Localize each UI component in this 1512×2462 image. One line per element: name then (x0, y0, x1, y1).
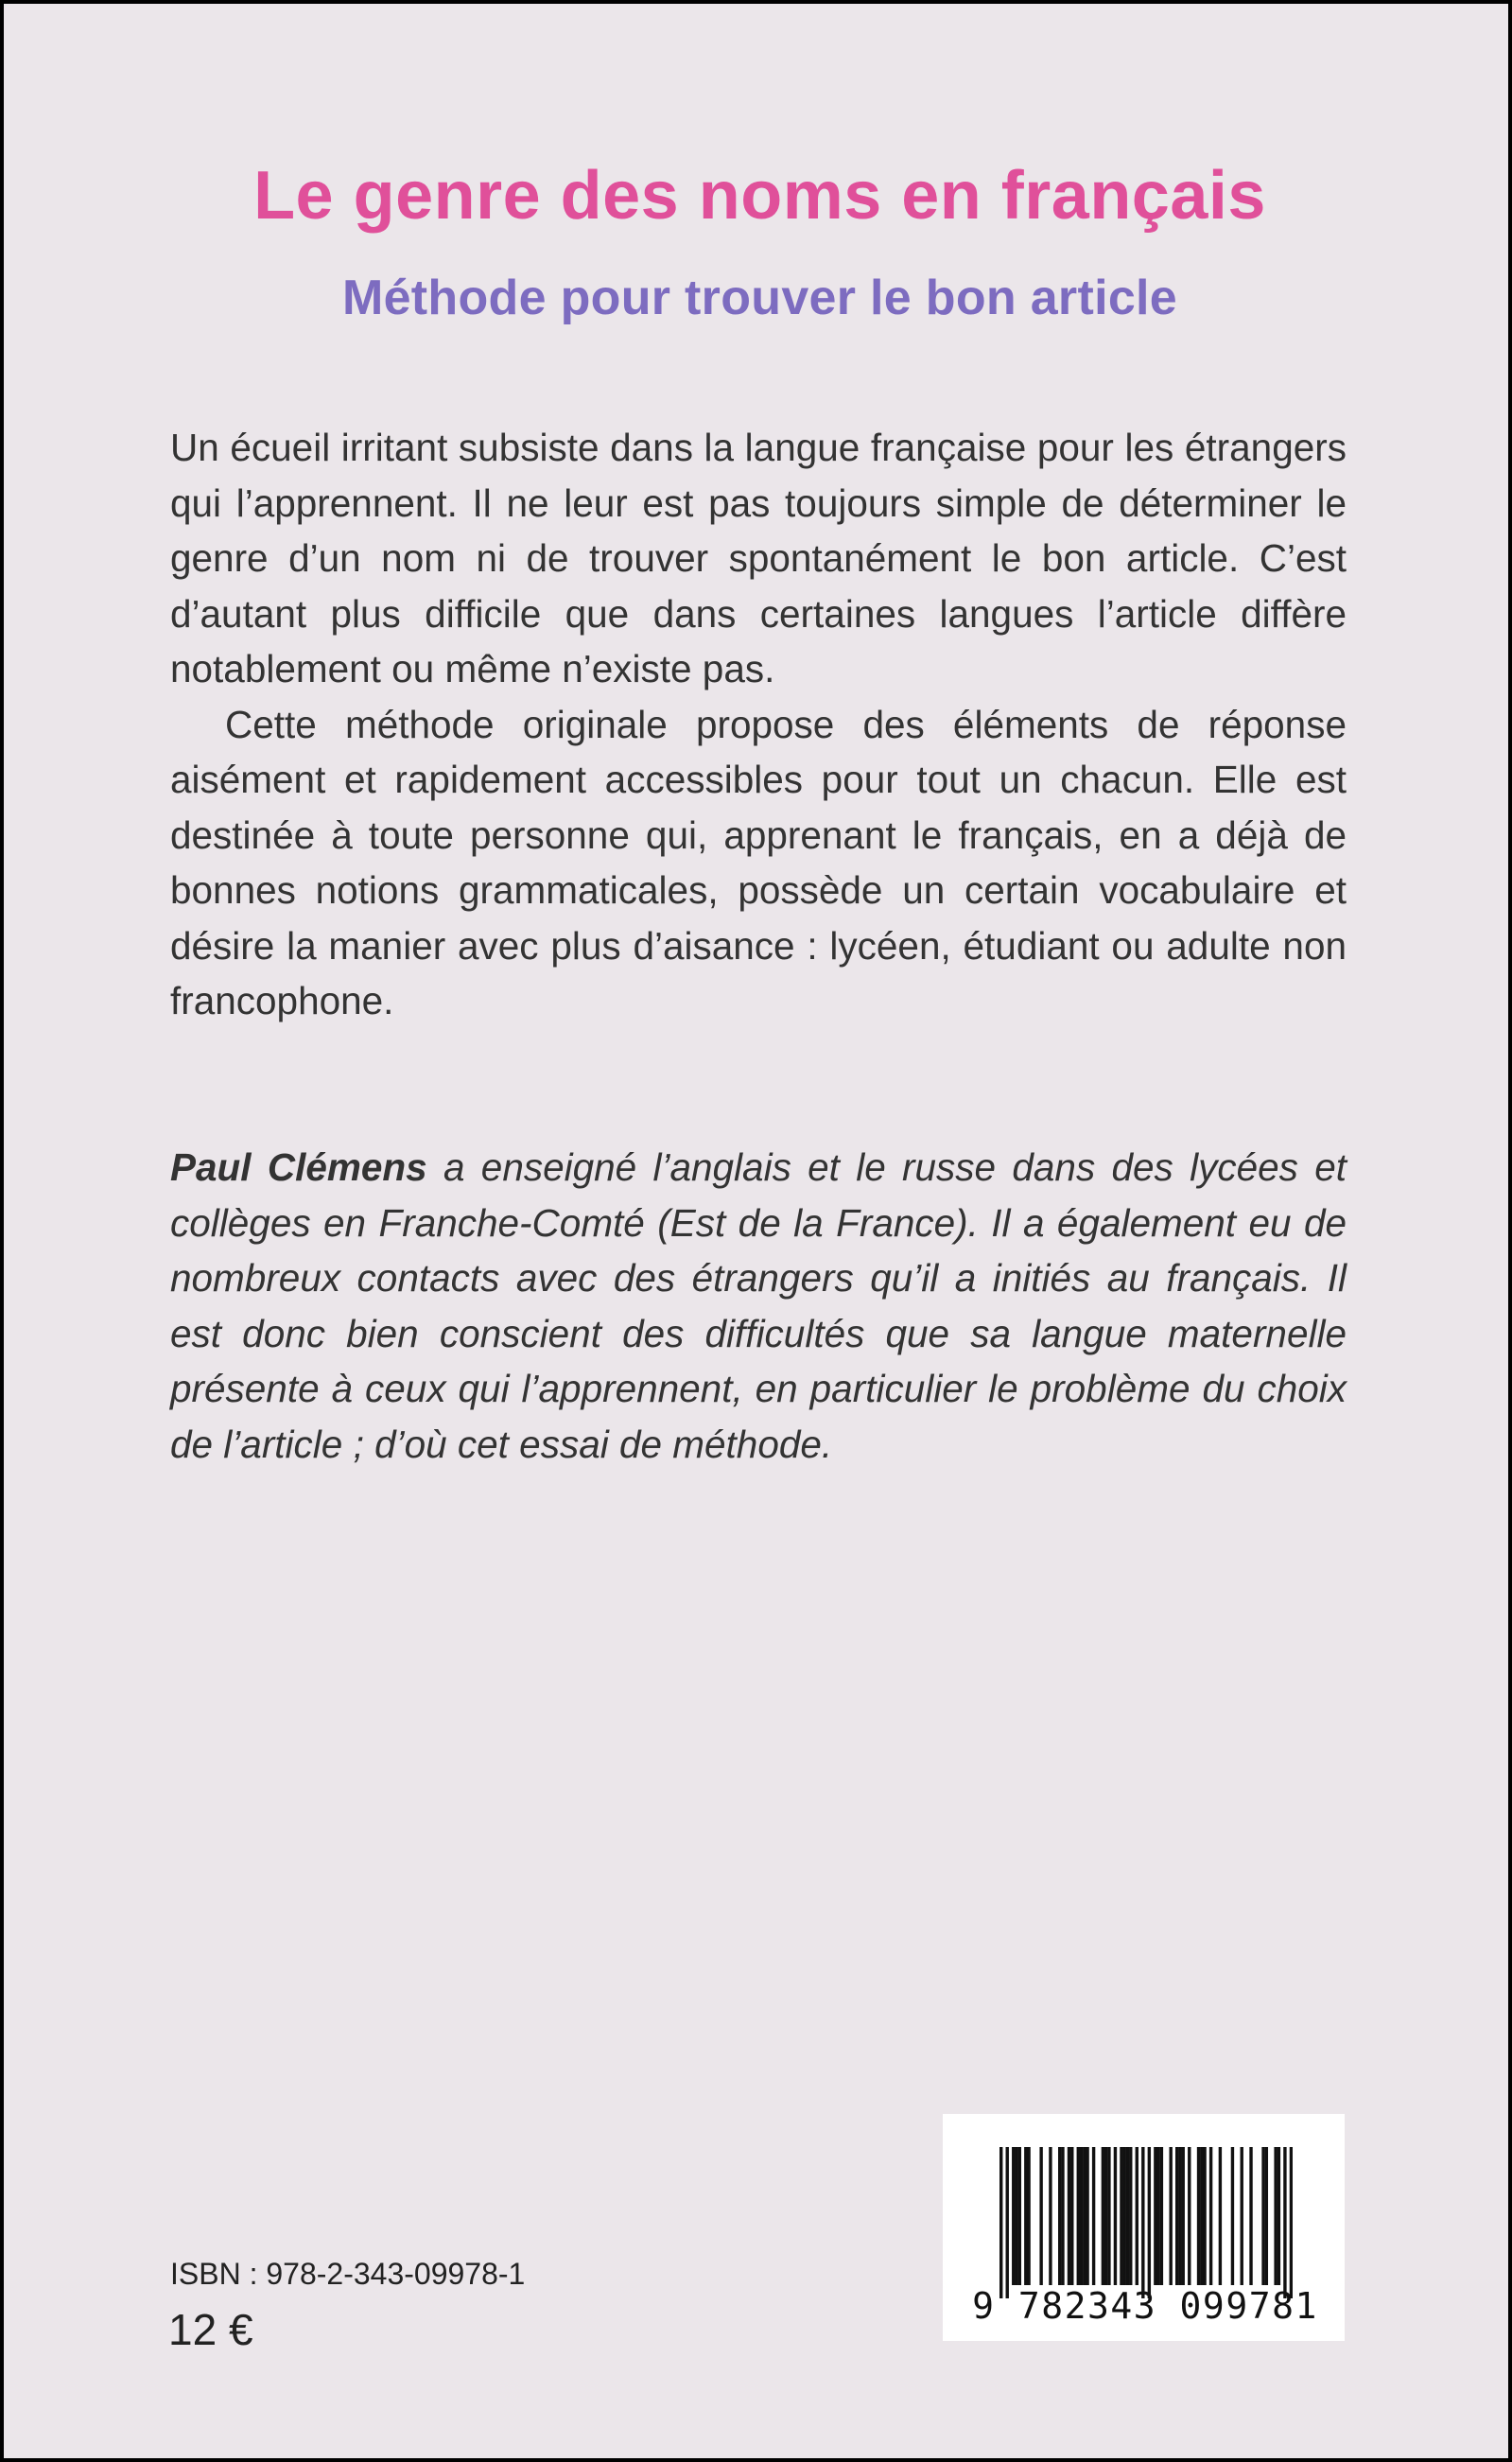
barcode-bar (1015, 2147, 1017, 2285)
barcode-digits: 9 782343 099781 (972, 2285, 1318, 2327)
barcode-bar (1083, 2147, 1086, 2285)
author-name: Paul Clémens (170, 1145, 427, 1189)
barcode-bar (1178, 2147, 1181, 2285)
barcode-bar (1120, 2147, 1122, 2285)
barcode-bar (1086, 2147, 1088, 2285)
barcode-bar (1261, 2147, 1264, 2285)
barcode-bar (1024, 2147, 1027, 2285)
barcode-bar (1274, 2147, 1277, 2285)
barcode-bar (1077, 2147, 1080, 2285)
isbn-label: ISBN : 978-2-343-09978-1 (170, 2257, 526, 2291)
barcode-bar (1049, 2147, 1051, 2285)
summary-paragraph-2: Cette méthode originale propose des éléments de réponse aisément et rapidement accessibles pour tout un chacun. Elle est destinée à toute personne qui, apprenant le français, en a déjà de bonnes notions grammaticales, possède un certain vocabulaire et désire la manier avec plus d’aisance : lycéen, étudiant ou adulte non francophone. (170, 702, 1347, 1022)
barcode-bar (1104, 2147, 1107, 2285)
barcode-bar (1123, 2147, 1126, 2285)
barcode-bar (1107, 2147, 1110, 2285)
barcode (943, 2114, 1345, 2341)
barcode-bar (1154, 2147, 1156, 2285)
summary-paragraph-1: Un écueil irritant subsiste dans la langue française pour les étrangers qui l’apprennent. Il ne leur est pas toujours simple de déterminer le genre d’un nom ni de trouver spontanément le bon article. C’est d’autant plus difficile que dans certaines langues l’article diffère notablement ou même n’existe pas. (170, 426, 1347, 690)
barcode-bar (1156, 2147, 1159, 2285)
barcode-bar (1018, 2147, 1021, 2285)
author-bio-text: a enseigné l’anglais et le russe dans des lycées et collèges en Franche-Comté (Est de la France). Il a également eu de nombreux contacts avec des étrangers qu’il a initiés au français. Il est donc bien conscient des difficultés que sa langue maternelle présente à ceux qui l’apprennent, en particulier le problème du choix de l’article ; d’où cet essai de méthode. (170, 1145, 1347, 1466)
barcode-bar (1200, 2147, 1203, 2285)
barcode-bar (1160, 2147, 1163, 2285)
book-subtitle: Méthode pour trouver le bon article (341, 271, 1178, 325)
book-summary (170, 420, 1347, 1029)
barcode-bar (1012, 2147, 1015, 2285)
barcode-bar (1070, 2147, 1073, 2285)
barcode-bar (1068, 2147, 1070, 2285)
barcode-guard-bar (1283, 2147, 1286, 2298)
barcode-bar (1061, 2147, 1064, 2285)
barcode-bar (1169, 2147, 1172, 2285)
barcode-bar (1203, 2147, 1206, 2285)
barcode-bar (1136, 2147, 1138, 2285)
author-bio-paragraph (170, 1140, 1347, 1472)
barcode-bar (1277, 2147, 1280, 2285)
barcode-bar (1080, 2147, 1083, 2285)
barcode-bar (1039, 2147, 1042, 2285)
book-title: Le genre des noms en français (253, 158, 1266, 234)
barcode-bar (1197, 2147, 1200, 2285)
barcode-bar (1249, 2147, 1252, 2285)
barcode-bar (1058, 2147, 1061, 2285)
back-cover (4, 4, 1508, 2458)
barcode-guard-bar (1290, 2147, 1293, 2298)
barcode-bar (1027, 2147, 1030, 2285)
barcode-bar (1231, 2147, 1234, 2285)
barcode-bar (1188, 2147, 1190, 2285)
author-bio (170, 1140, 1347, 1472)
barcode-bar (1182, 2147, 1185, 2285)
barcode-guard-bar (1148, 2147, 1151, 2298)
barcode-guard-bar (1141, 2147, 1144, 2298)
barcode-bar (1114, 2147, 1117, 2285)
barcode-bar (1265, 2147, 1268, 2285)
barcode-bar (1102, 2147, 1104, 2285)
barcode-bars (999, 2147, 1293, 2298)
barcode-bar (1209, 2147, 1212, 2285)
barcode-bar (1241, 2147, 1243, 2285)
barcode-bar (1092, 2147, 1095, 2285)
barcode-bar (1219, 2147, 1222, 2285)
price-label: 12 € (168, 2305, 253, 2354)
barcode-guard-bar (1006, 2147, 1009, 2298)
barcode-bar (1175, 2147, 1178, 2285)
barcode-bar (1129, 2147, 1132, 2285)
barcode-guard-bar (999, 2147, 1002, 2298)
barcode-bar (1126, 2147, 1129, 2285)
